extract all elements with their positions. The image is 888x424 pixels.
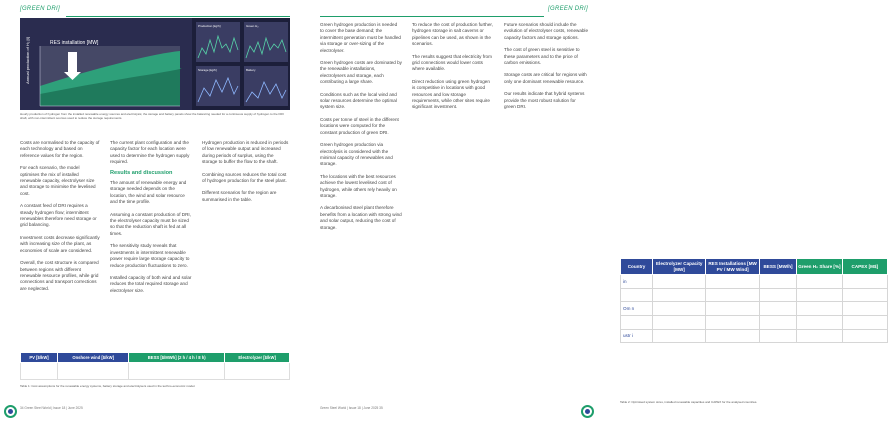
table-header: CAPEX [M$] bbox=[842, 259, 887, 275]
paragraph: Installed capacity of both wind and solar reduces the total required storage and electrolyser size. bbox=[110, 274, 192, 293]
paragraph: Green hydrogen costs are dominated by the renewable installations, electrolysers and storage, each contributing a large share. bbox=[320, 60, 402, 85]
text-column-2 bbox=[412, 22, 494, 111]
table-caption: Table 2: Optimised system sizes, installed renewable capacities and CAPEX for the analysed countries. bbox=[620, 400, 758, 404]
y-axis-label: Annual production of H₂ [t] bbox=[24, 37, 30, 84]
table-row bbox=[621, 315, 888, 329]
country-cell: Om n bbox=[621, 302, 653, 316]
table-header: PV [$/kW] bbox=[21, 353, 58, 363]
paragraph: For each scenario, the model optimises the mix of installed renewable capacity, electrolyser size and storage to minimise the levelised cost. bbox=[20, 165, 96, 196]
table-row bbox=[621, 275, 888, 289]
paragraph: Green hydrogen production via electrolysis is considered with the minimal capacity of renewables and storage. bbox=[320, 142, 393, 167]
paragraph: To reduce the cost of production further, hydrogen storage in salt caverns or pipelines can be used, as shown in the scenarios. bbox=[412, 22, 493, 47]
panel-storage bbox=[196, 66, 240, 106]
section-heading: Results and discussion bbox=[110, 169, 173, 176]
table-header: Green H₂ Share [%] bbox=[797, 259, 842, 275]
panel-production bbox=[196, 22, 240, 62]
table-header: Electrolyzer [$/kW] bbox=[225, 353, 290, 363]
paragraph: Direct reduction using green hydrogen is competitive in locations with good resources and low storage requirements, while other sites require significant investment. bbox=[412, 78, 490, 110]
paragraph: Costs are normalised to the capacity of each technology and based on reference values for the region. bbox=[20, 140, 100, 158]
paragraph: A constant feed of DRI requires a steady hydrogen flow; intermittent renewables therefore need storage or grid balancing. bbox=[20, 203, 97, 228]
table-row bbox=[21, 363, 290, 380]
paragraph: A decarbonised steel plant therefore benefits from a location with strong wind and solar output, reducing the cost of storage. bbox=[320, 205, 402, 230]
paragraph: Hydrogen production is reduced in periods of low renewable output and increased during periods of surplus, using the storage to buffer the flow to the shaft. bbox=[202, 140, 289, 165]
paragraph: Conditions such as the local wind and solar resources determine the optimal system size. bbox=[320, 91, 397, 110]
paragraph: Combining sources reduces the total cost of hydrogen production for the steel plant. bbox=[202, 171, 287, 184]
table-caption: Table 1: Cost assumptions for the renewable energy systems, battery storage and electrolysers used in the techno-economic model. bbox=[20, 384, 196, 388]
paragraph: Assuming a constant production of DRI, the electrolyser capacity must be sized so that the reduction shaft is fed at all times. bbox=[110, 211, 191, 236]
table-header: Onshore wind [$/kW] bbox=[58, 353, 129, 363]
table-row bbox=[621, 329, 888, 343]
country-cell: ustr i bbox=[621, 329, 653, 343]
panel-label: Green H₂ bbox=[246, 24, 259, 28]
right-page bbox=[300, 0, 879, 424]
results-table bbox=[620, 258, 888, 343]
panel-label: Storage [kg/h] bbox=[198, 68, 217, 72]
paragraph: Storage costs are critical for regions with only one dominant renewable resource. bbox=[504, 72, 587, 84]
plot-title: RES installation [MW] bbox=[50, 40, 99, 46]
text-column-1 bbox=[320, 22, 402, 231]
section-tag: [GREEN DRI] bbox=[20, 6, 60, 12]
paragraph: Costs per tonne of steel in the different locations were computed for the constant production of green DRI. bbox=[320, 116, 399, 135]
paragraph: Our results indicate that hybrid systems provide the most robust solution for green DRI. bbox=[504, 91, 585, 110]
table-row bbox=[621, 302, 888, 316]
panel-label: Production [kg/h] bbox=[198, 24, 221, 28]
paragraph: Green hydrogen production is needed to cover the base demand; the intermittent generation must be handled via storage or over-sizing of the electrolyser. bbox=[320, 22, 401, 53]
page-footer: Green Steel World | Issue 18 | June 2025 35 bbox=[320, 406, 383, 410]
paragraph: The results suggest that electricity from grid connections would lower costs where available. bbox=[412, 53, 492, 72]
figure-caption: Hourly production of hydrogen from the installed renewable energy sources and electrolysis; the storage and battery panels show the balancing needed for a continuous supply of hydrogen to the DRI shaft, with non-intermittent sources used to reduce the storage requirements. bbox=[20, 112, 284, 121]
paragraph: Different scenarios for the region are summarised in the table. bbox=[202, 190, 277, 202]
text-column-3 bbox=[202, 140, 290, 203]
table-header: BESS [MW/h] bbox=[759, 259, 796, 275]
table-header: BESS [$/MWh] (2 h / 4 h / 8 h) bbox=[129, 353, 225, 363]
country-cell bbox=[621, 288, 653, 302]
arrow-marker bbox=[68, 52, 77, 72]
paragraph: The locations with the best resources achieve the lowest levelised cost of hydrogen, while others rely heavily on storage. bbox=[320, 173, 397, 198]
table-row bbox=[621, 288, 888, 302]
table-header: RES Installations [MW PV / MW Wind] bbox=[706, 259, 759, 275]
country-cell bbox=[621, 315, 653, 329]
paragraph: The cost of green steel is sensitive to these parameters and to the price of carbon emissions. bbox=[504, 47, 580, 66]
header-rule bbox=[66, 16, 290, 17]
country-cell: in bbox=[621, 275, 653, 289]
paragraph: The current plant configuration and the capacity factor for each location were used to determine the hydrogen supply required. bbox=[110, 140, 190, 165]
table-header: Electrolyzer Capacity [MW] bbox=[653, 259, 706, 275]
paragraph: Future scenarios should include the evolution of electrolyser costs, renewable capacity factors and storage options. bbox=[504, 22, 589, 40]
paragraph: The sensitivity study reveals that investments in intermittent renewable power require large storage capacity to reduce production fluctuations to zero. bbox=[110, 243, 190, 268]
page-footer: 34 Green Steel World | Issue 18 | June 2025 bbox=[20, 406, 83, 410]
header-rule bbox=[320, 16, 544, 17]
figure bbox=[20, 18, 290, 110]
text-column-2 bbox=[110, 140, 192, 294]
magazine-logo bbox=[581, 405, 594, 418]
section-tag: [GREEN DRI] bbox=[548, 6, 588, 12]
panel-label: Battery bbox=[246, 68, 256, 72]
magazine-logo bbox=[4, 405, 17, 418]
left-page bbox=[0, 0, 301, 424]
paragraph: The amount of renewable energy and storage needed depends on the location, the wind and solar resource and the time profile. bbox=[110, 180, 187, 205]
text-column-3 bbox=[504, 22, 588, 110]
table-header: Country bbox=[621, 259, 653, 275]
paragraph: Investment costs decrease significantly with increasing size of the plant, as economies of scale are considered. bbox=[20, 234, 100, 253]
text-column-1 bbox=[20, 140, 100, 292]
cost-table bbox=[20, 352, 290, 380]
figure-graphic bbox=[20, 18, 290, 110]
paragraph: Overall, the cost structure is compared between regions with different renewable resource profiles, while grid connections and transport corrections are neglected. bbox=[20, 260, 99, 291]
